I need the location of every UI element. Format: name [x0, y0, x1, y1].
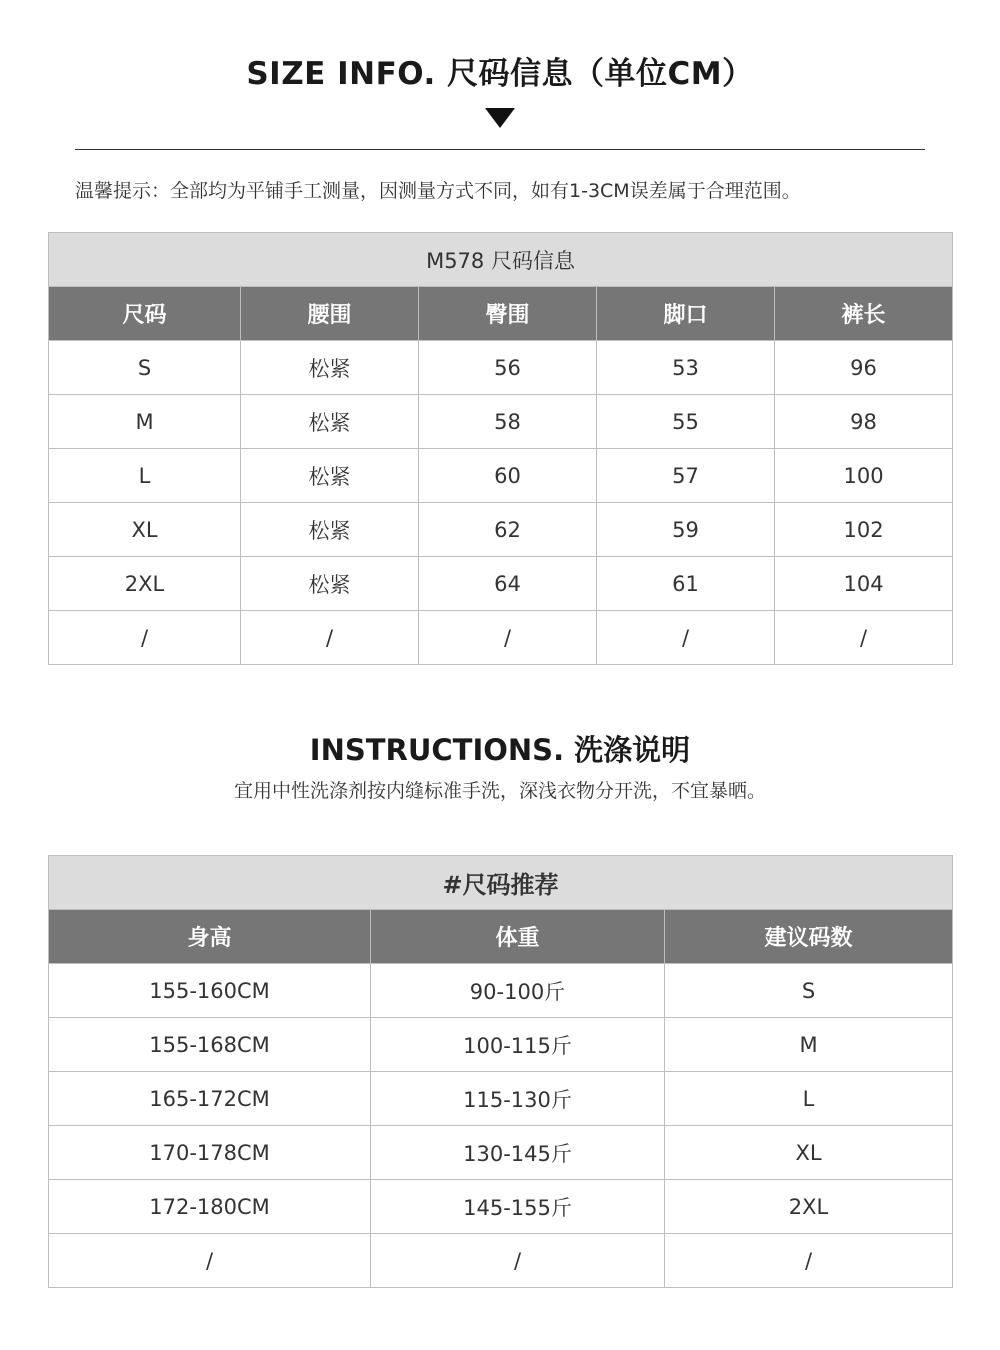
instructions-title: INSTRUCTIONS. 洗涤说明: [309, 733, 691, 767]
size-table-caption: M578 尺码信息: [49, 233, 953, 287]
table-cell: 2XL: [665, 1180, 953, 1234]
table-cell: XL: [665, 1126, 953, 1180]
table-row: [49, 1180, 953, 1234]
table-cell: 115-130斤: [371, 1072, 665, 1126]
table-cell: /: [371, 1234, 665, 1288]
table-row: [49, 964, 953, 1018]
column-header: 腰围: [241, 287, 419, 341]
size-table-header: [49, 287, 953, 341]
table-cell: 102: [775, 503, 953, 557]
column-header: 建议码数: [665, 910, 953, 964]
table-cell: L: [49, 449, 241, 503]
divider: [75, 149, 925, 150]
table-cell: /: [419, 611, 597, 665]
table-cell: 98: [775, 395, 953, 449]
column-header: 裤长: [775, 287, 953, 341]
table-cell: /: [775, 611, 953, 665]
size-table: [48, 232, 953, 665]
arrow-down-icon: [485, 108, 515, 128]
table-cell: 53: [597, 341, 775, 395]
page-title: SIZE INFO. 尺码信息（单位CM）: [246, 56, 754, 92]
table-cell: 56: [419, 341, 597, 395]
recommend-table-caption: #尺码推荐: [49, 856, 953, 910]
table-cell: 96: [775, 341, 953, 395]
table-cell: /: [49, 611, 241, 665]
table-cell: 60: [419, 449, 597, 503]
table-cell: 165-172CM: [49, 1072, 371, 1126]
instructions-text: 宜用中性洗涤剂按内缝标准手洗，深浅衣物分开洗，不宜暴晒。: [233, 780, 766, 802]
recommend-table-header: [49, 910, 953, 964]
table-cell: 松紧: [241, 395, 419, 449]
table-cell: 58: [419, 395, 597, 449]
table-cell: 57: [597, 449, 775, 503]
table-cell: 130-145斤: [371, 1126, 665, 1180]
table-cell: S: [49, 341, 241, 395]
table-row: [49, 1072, 953, 1126]
measurement-tip: 温馨提示：全部均为平铺手工测量，因测量方式不同，如有1-3CM误差属于合理范围。: [75, 180, 801, 202]
table-cell: L: [665, 1072, 953, 1126]
table-row: [49, 1126, 953, 1180]
table-cell: /: [241, 611, 419, 665]
table-cell: 62: [419, 503, 597, 557]
table-cell: 2XL: [49, 557, 241, 611]
table-cell: XL: [49, 503, 241, 557]
column-header: 脚口: [597, 287, 775, 341]
table-row: [49, 1234, 953, 1288]
table-row: [49, 611, 953, 665]
table-cell: 64: [419, 557, 597, 611]
table-cell: 100: [775, 449, 953, 503]
table-cell: 松紧: [241, 557, 419, 611]
table-cell: 61: [597, 557, 775, 611]
table-cell: 59: [597, 503, 775, 557]
column-header: 尺码: [49, 287, 241, 341]
table-row: [49, 1018, 953, 1072]
table-cell: 松紧: [241, 449, 419, 503]
table-cell: 松紧: [241, 341, 419, 395]
table-cell: /: [597, 611, 775, 665]
table-row: [49, 557, 953, 611]
table-cell: M: [665, 1018, 953, 1072]
table-cell: 170-178CM: [49, 1126, 371, 1180]
column-header: 身高: [49, 910, 371, 964]
table-cell: 100-115斤: [371, 1018, 665, 1072]
table-row: [49, 503, 953, 557]
table-row: [49, 395, 953, 449]
column-header: 体重: [371, 910, 665, 964]
table-cell: 172-180CM: [49, 1180, 371, 1234]
table-cell: /: [665, 1234, 953, 1288]
table-cell: S: [665, 964, 953, 1018]
table-cell: M: [49, 395, 241, 449]
table-cell: 145-155斤: [371, 1180, 665, 1234]
table-cell: 55: [597, 395, 775, 449]
table-row: [49, 341, 953, 395]
table-row: [49, 449, 953, 503]
table-cell: 155-168CM: [49, 1018, 371, 1072]
recommend-table-body: [49, 964, 953, 1288]
table-cell: 104: [775, 557, 953, 611]
size-table-body: [49, 341, 953, 665]
table-cell: 155-160CM: [49, 964, 371, 1018]
table-cell: 松紧: [241, 503, 419, 557]
table-cell: 90-100斤: [371, 964, 665, 1018]
table-cell: /: [49, 1234, 371, 1288]
column-header: 臀围: [419, 287, 597, 341]
recommend-table: [48, 855, 953, 1288]
